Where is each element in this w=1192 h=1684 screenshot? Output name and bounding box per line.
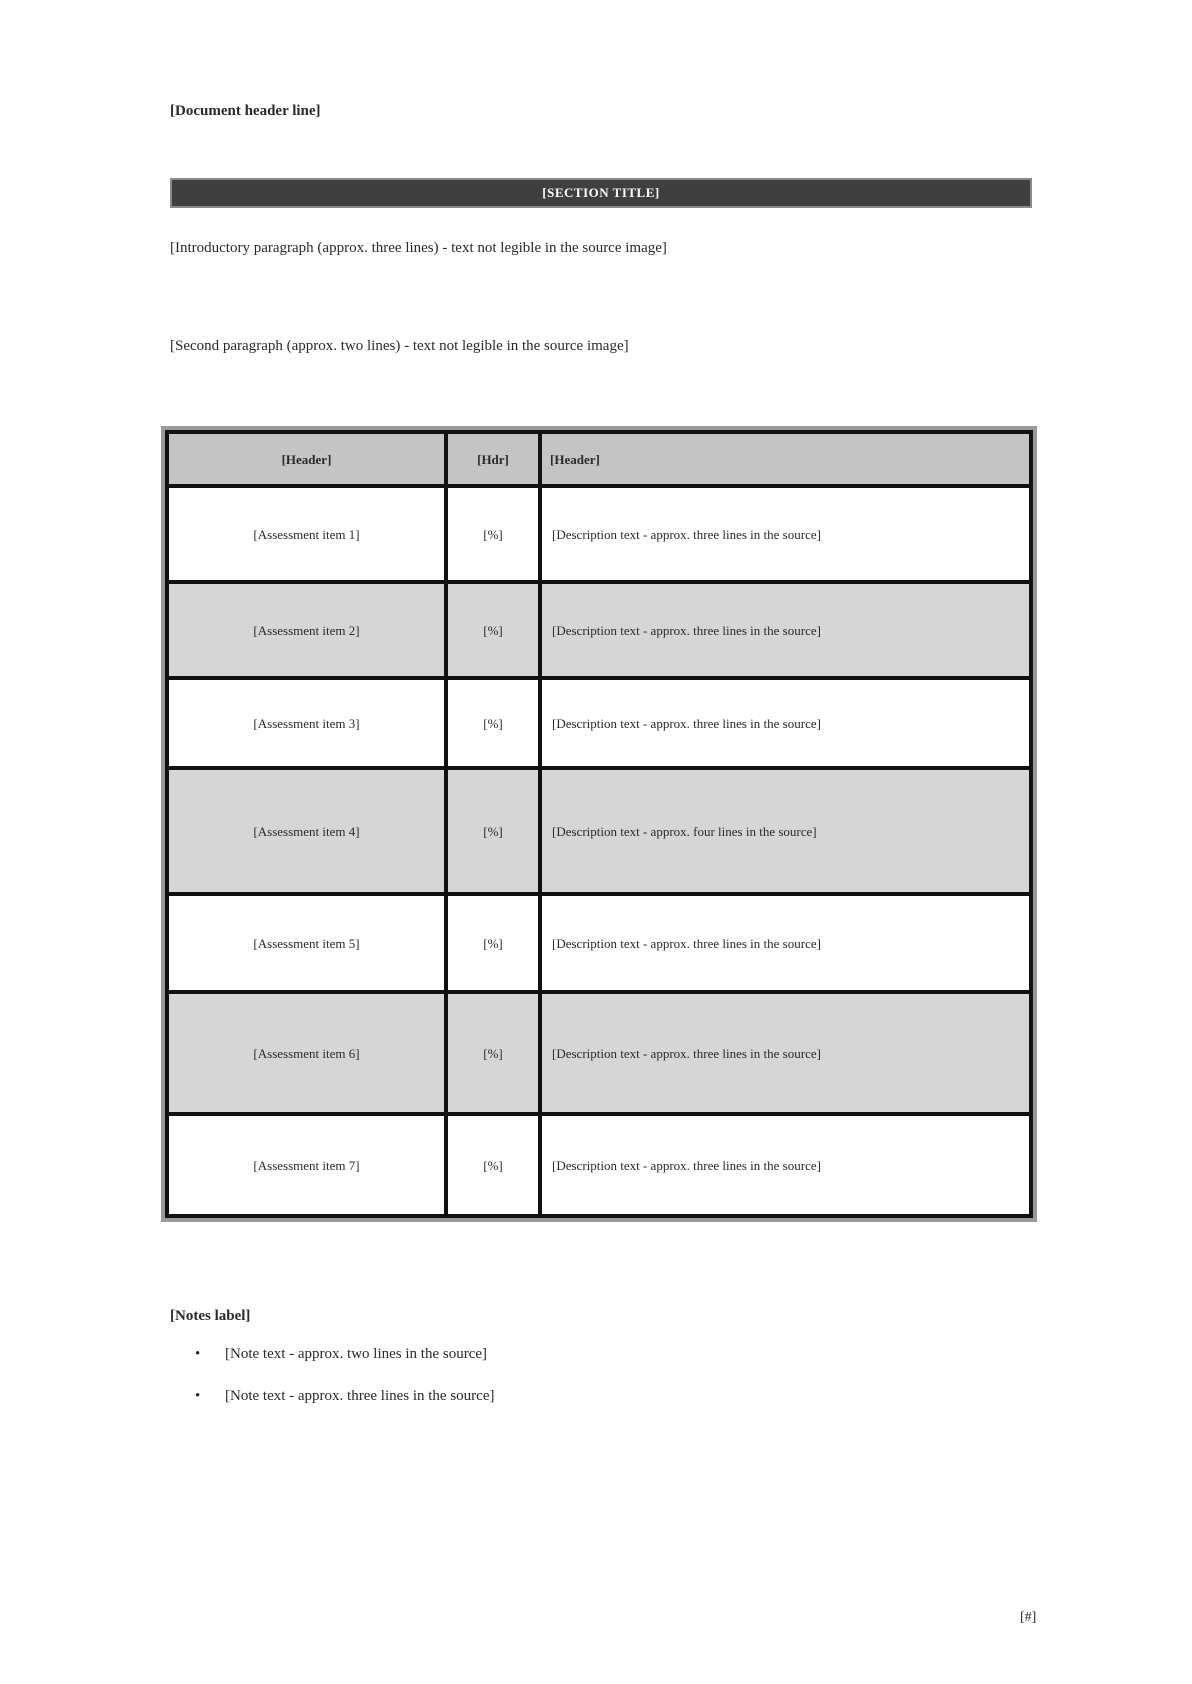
header-weighting: [Hdr]	[446, 432, 540, 486]
section-banner-title: [SECTION TITLE]	[542, 185, 660, 200]
section-banner	[170, 178, 1032, 208]
note-item	[195, 1338, 1032, 1370]
table-row	[167, 582, 1031, 678]
assessment-weight: [%]	[446, 486, 540, 582]
assessment-description: [Description text - approx. three lines in the source]	[540, 678, 1031, 768]
assessment-weight: [%]	[446, 1114, 540, 1216]
notes-list	[195, 1338, 1032, 1422]
assessment-description: [Description text - approx. three lines in the source]	[540, 582, 1031, 678]
assessment-name: [Assessment item 1]	[167, 486, 446, 582]
assessment-description: [Description text - approx. three lines in the source]	[540, 1114, 1031, 1216]
note-text: [Note text - approx. three lines in the source]	[225, 1388, 495, 1404]
assessment-name: [Assessment item 7]	[167, 1114, 446, 1216]
assessment-weight: [%]	[446, 582, 540, 678]
assessment-name: [Assessment item 6]	[167, 992, 446, 1114]
note-text: [Note text - approx. two lines in the source]	[225, 1346, 488, 1362]
assessment-table	[165, 430, 1033, 1218]
assessment-name: [Assessment item 5]	[167, 894, 446, 992]
table-row	[167, 486, 1031, 582]
table-row	[167, 678, 1031, 768]
intro-paragraph: [Introductory paragraph (approx. three lines) - text not legible in the source image]	[170, 240, 667, 256]
document-header: [Document header line]	[170, 103, 321, 119]
assessment-description: [Description text - approx. three lines in the source]	[540, 486, 1031, 582]
notes-label: [Notes label]	[170, 1308, 251, 1324]
assessment-description: [Description text - approx. four lines in the source]	[540, 768, 1031, 894]
assessment-weight: [%]	[446, 894, 540, 992]
assessment-name: [Assessment item 3]	[167, 678, 446, 768]
intro-paragraph-2: [Second paragraph (approx. two lines) - text not legible in the source image]	[170, 338, 629, 354]
table-row	[167, 768, 1031, 894]
assessment-name: [Assessment item 4]	[167, 768, 446, 894]
table-header-row	[167, 432, 1031, 486]
assessment-weight: [%]	[446, 992, 540, 1114]
assessment-name: [Assessment item 2]	[167, 582, 446, 678]
table-row	[167, 1114, 1031, 1216]
table-row	[167, 894, 1031, 992]
header-description: [Header]	[540, 432, 1031, 486]
assessment-weight: [%]	[446, 678, 540, 768]
assessment-weight: [%]	[446, 768, 540, 894]
bullet-icon: •	[195, 1388, 201, 1404]
assessment-description: [Description text - approx. three lines in the source]	[540, 894, 1031, 992]
bullet-icon: •	[195, 1346, 201, 1362]
note-item	[195, 1380, 1032, 1412]
table-row	[167, 992, 1031, 1114]
page-number: [#]	[1020, 1610, 1037, 1625]
header-assessment: [Header]	[167, 432, 446, 486]
assessment-description: [Description text - approx. three lines in the source]	[540, 992, 1031, 1114]
